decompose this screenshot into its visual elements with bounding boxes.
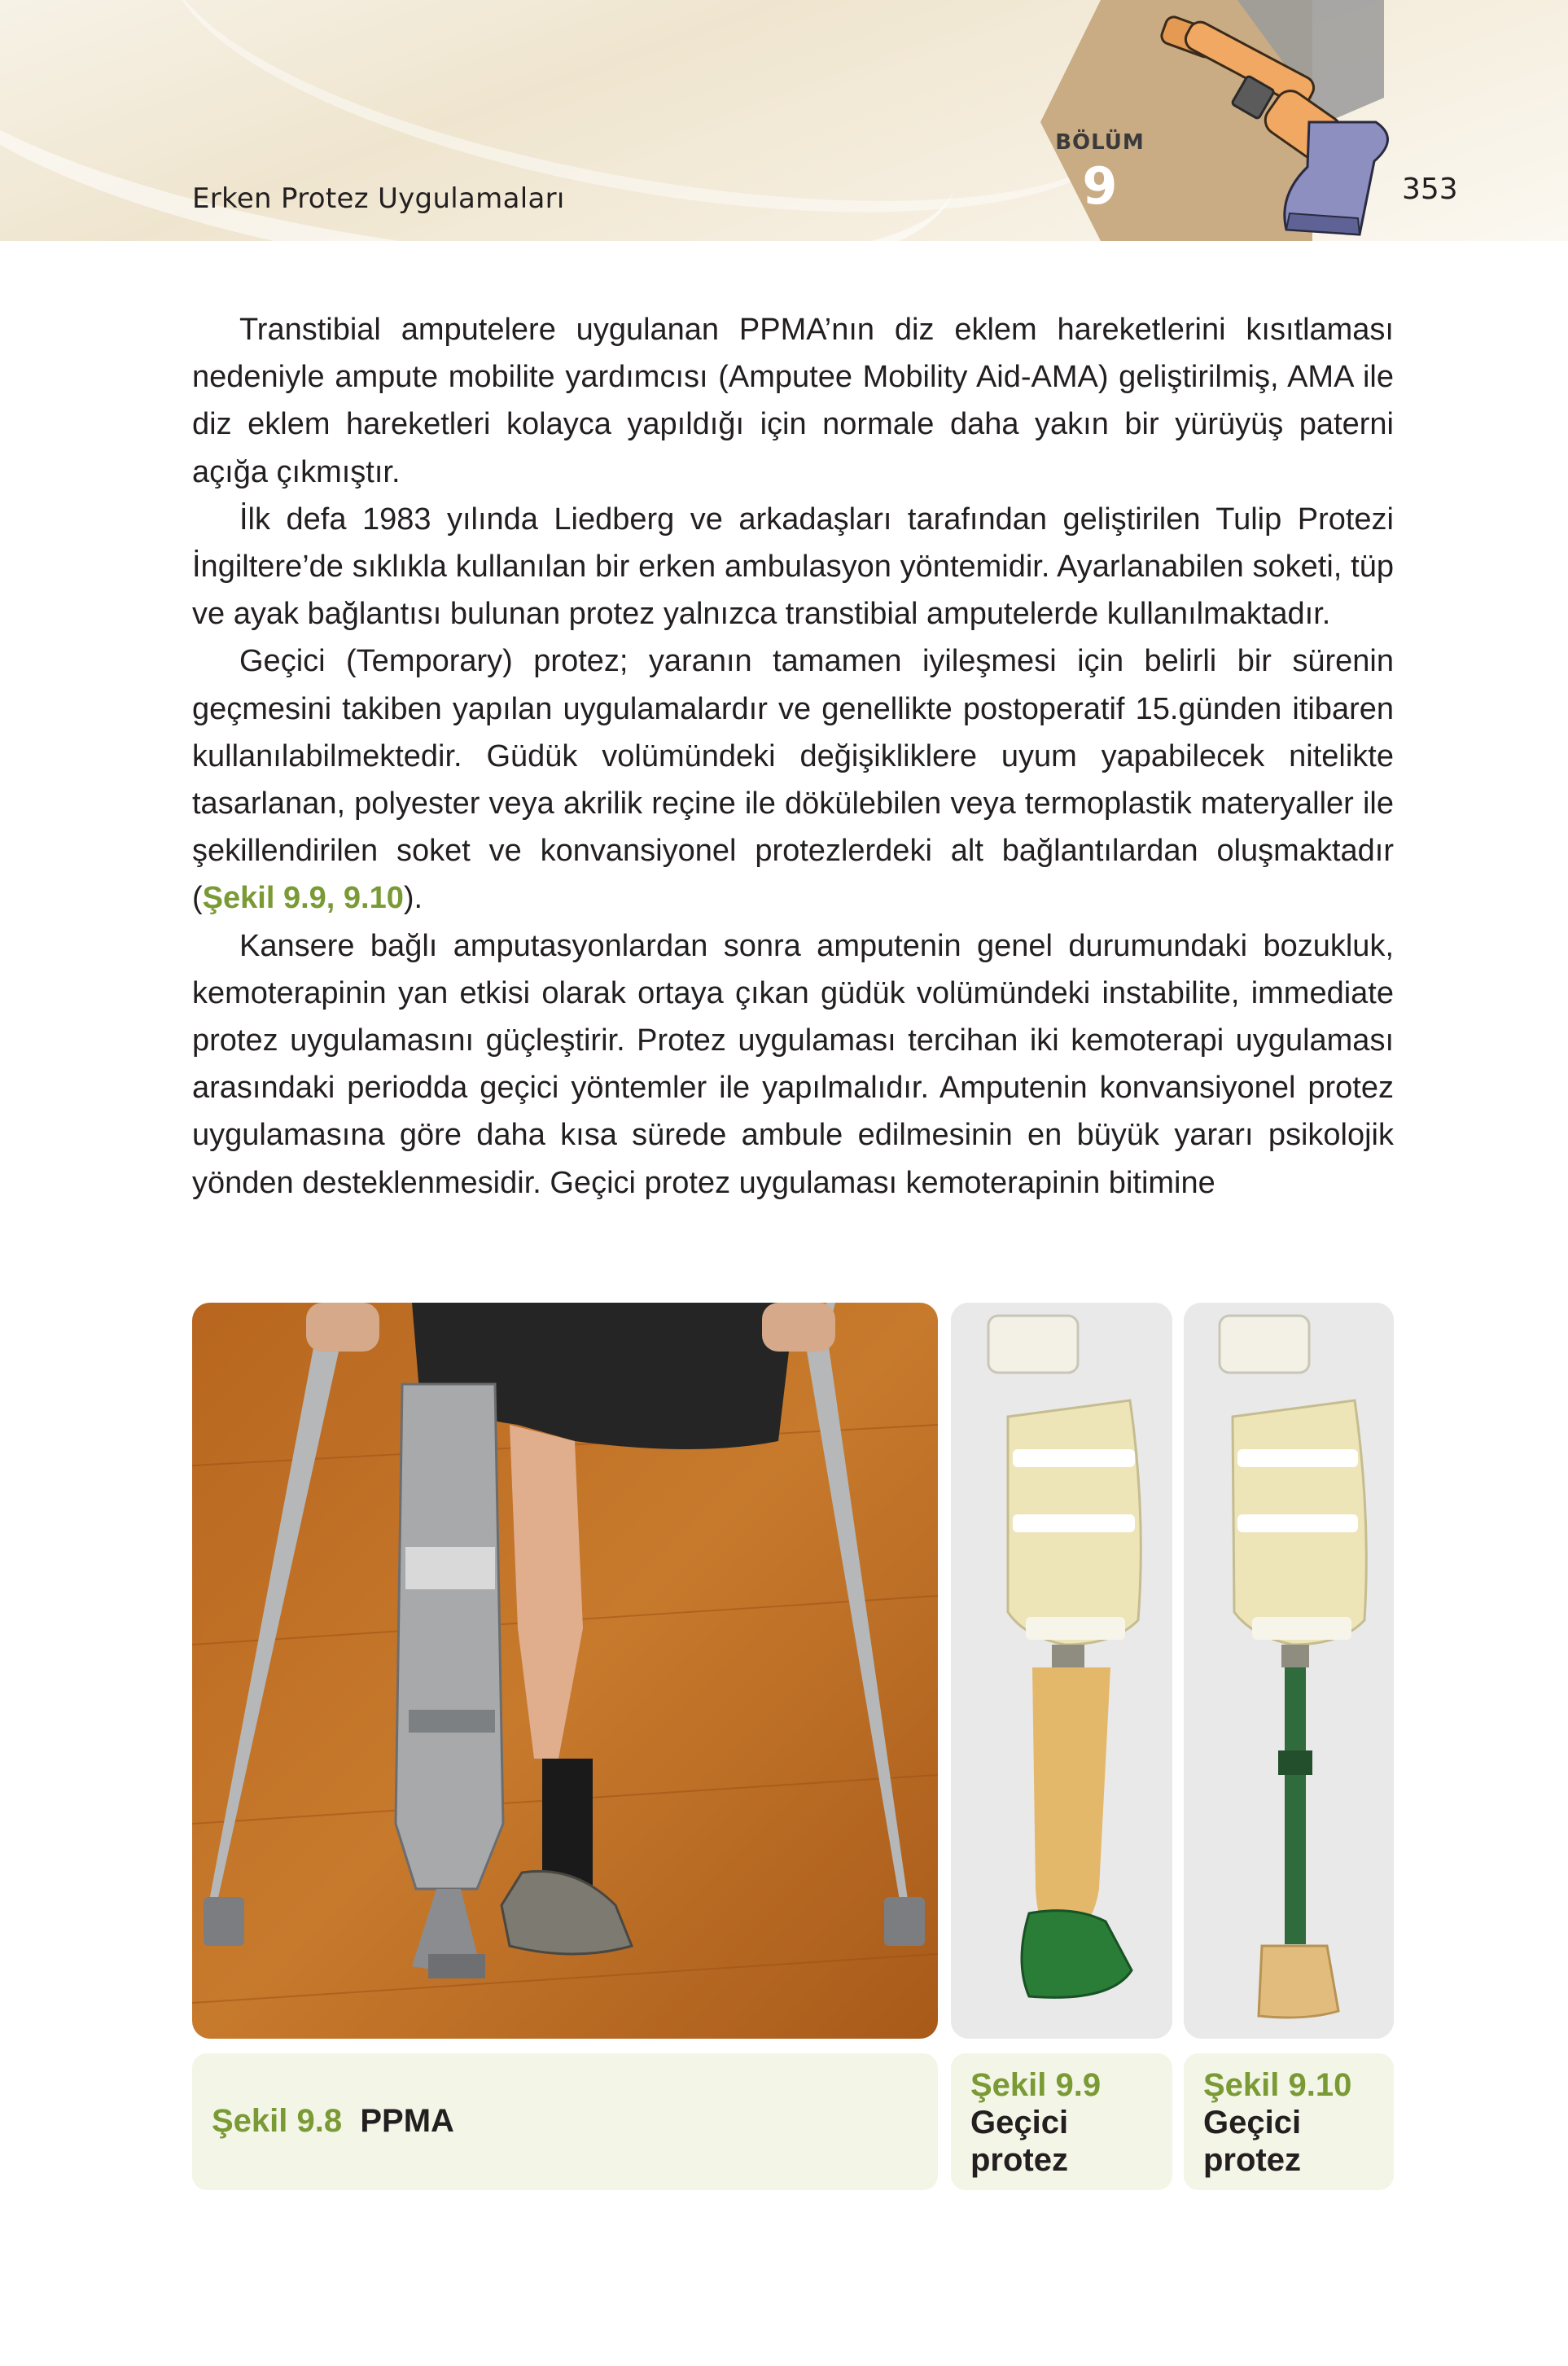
paragraph-3 [192,638,1394,922]
figure-label: Şekil 9.8 [212,2103,343,2139]
figure-caption-text: PPMA [360,2103,454,2139]
figure-caption-line: protez [1203,2142,1301,2178]
figure-label: Şekil 9.9 [970,2067,1102,2103]
figure-caption-line: Geçici [1203,2105,1302,2140]
figure-caption-line: protez [970,2142,1068,2178]
paragraph-3-text: Geçici (Temporary) protez; yaranın tamamen iyileşmesi için belirli bir sürenin geçmesini takiben yapılan uygulamalardır ve genellikte postoperatif 15.günden itibaren kullanılabilmektedir. Güdük volümündeki değişikliklere uyum yapabilecek nitelikte tasarlanan, polyester veya akrilik reçine ile dökülebilen veya termoplastik materyaller ile şekillendirilen soket ve konvansiyonel protezlerdeki alt bağlantılardan oluşmaktadır ( [192,644,1394,916]
figure-9-10-caption [1184,2053,1394,2190]
page-number: 353 [1402,173,1458,206]
figure-9-10-image [1184,1303,1394,2039]
paragraph-3-end: ). [403,881,423,916]
paragraph-2: İlk defa 1983 yılında Liedberg ve arkadaşları tarafından geliştirilen Tulip Protezi İngiltere’de sıklıkla kullanılan bir erken ambulasyon yöntemidir. Ayarlanabilen soketi, tüp ve ayak bağlantısı bulunan protez yalnızca transtibial amputelerde kullanılmaktadır. [192,502,1394,632]
figure-9-9-image [951,1303,1172,2039]
paragraph-1: Transtibial amputelere uygulanan PPMA’nın diz eklem hareketlerini kısıtlaması nedeniyle ampute mobilite yardımcısı (Amputee Mobility Aid-AMA) geliştirilmiş, AMA ile diz eklem hareketleri kolayca yapıldığı için normale daha yakın bir yürüyüş paterni açığa çıkmıştır. [192,313,1394,489]
running-title: Erken Protez Uygulamaları [192,182,565,215]
chapter-number: 9 [1082,156,1118,216]
body-text [192,306,1394,1207]
prosthetic-leg-illustration [1115,0,1425,241]
figure-label: Şekil 9.10 [1203,2067,1352,2103]
figure-9-8-caption [192,2053,938,2190]
chapter-label: BÖLÜM [1055,130,1145,155]
figure-9-9-caption [951,2053,1172,2190]
paragraph-4: Kansere bağlı amputasyonlardan sonra amputenin genel durumundaki bozukluk, kemoterapinin yan etkisi olarak ortaya çıkan güdük volümündeki instabilite, immediate protez uygulamasını güçleştirir. Protez uygulaması tercihan iki kemoterapi uygulaması arasındaki periodda geçici yöntemler ile yapılmalıdır. Amputenin konvansiyonel protez uygulamasına göre daha kısa sürede ambule edilmesinin en büyük yararı psikolojik yönden desteklenmesidir. Geçici protez uygulaması kemoterapinin bitimine [192,928,1394,1200]
figure-9-8-image [192,1303,938,2039]
figure-caption-line: Geçici [970,2105,1069,2140]
figure-reference-link[interactable]: Şekil 9.9, 9.10 [202,881,404,916]
